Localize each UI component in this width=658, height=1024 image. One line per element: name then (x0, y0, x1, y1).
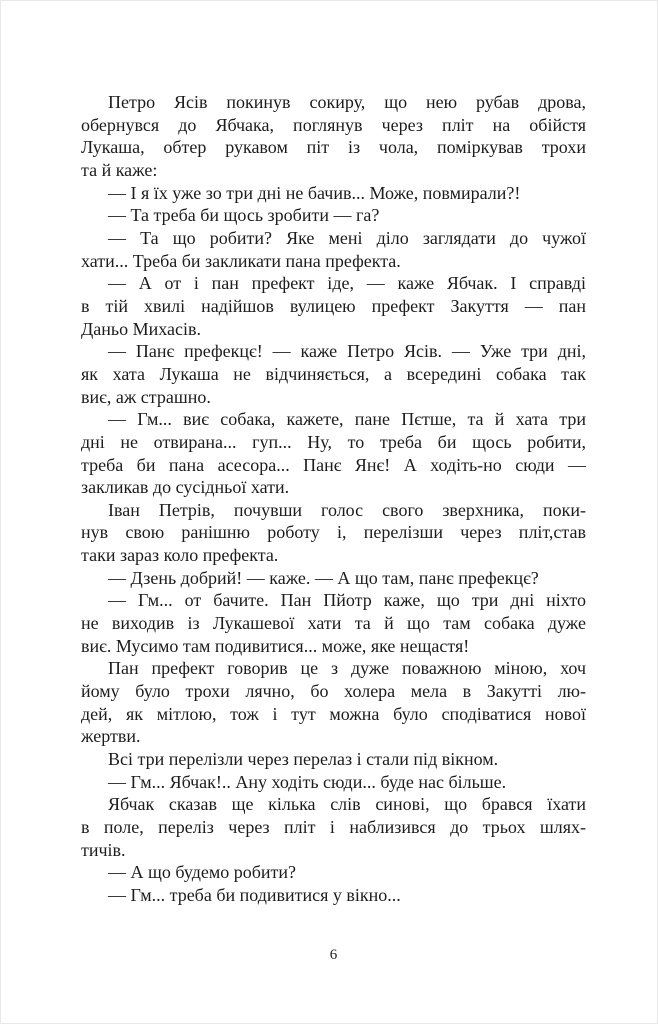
paragraph (81, 408, 586, 499)
paragraph (81, 567, 586, 590)
text-line: Даньо Михасів. (81, 318, 201, 339)
page-number: 6 (329, 947, 338, 963)
text-line: йому було трохи лячно, бо холера мела в Закутті лю- (81, 681, 586, 702)
text-line: — Дзень добрий! — каже. — А що там, панє префекцє? (108, 567, 539, 588)
text-line: Ябчак сказав ще кілька слів синові, що брався їхати (108, 794, 586, 815)
text-line: таки зараз коло префекта. (81, 545, 279, 566)
paragraph (81, 884, 586, 907)
text-line: Петро Ясів покинув сокиру, що нею рубав дрова, (108, 92, 586, 112)
text-line: Іван Петрів, почувши голос свого зверхника, поки- (108, 499, 586, 520)
paragraph (81, 91, 586, 182)
text-line: та й каже: (81, 159, 158, 180)
text-line: виє. Мусимо там подивитися... може, яке нещастя! (81, 635, 470, 656)
text-line: — Та що робити? Яке мені діло заглядати до чужої (108, 227, 586, 248)
paragraph (81, 793, 586, 861)
text-line: хати... Треба би закликати пана префекта. (81, 250, 401, 271)
book-page (1, 1, 657, 1023)
paragraph (81, 182, 586, 205)
paragraph (81, 204, 586, 227)
text-line: в тій хвилі надійшов вулицею префект Закуття — пан (81, 295, 586, 316)
paragraph (81, 657, 586, 748)
text-line: — Панє префекцє! — каже Петро Ясів. — Уже три дні, (108, 341, 586, 362)
paragraph (81, 771, 586, 794)
paragraph (81, 272, 586, 340)
paragraph (81, 861, 586, 884)
text-line: Лукаша, обтер рукавом піт із чола, поміркував трохи (81, 137, 586, 158)
text-line: треба би пана асесора... Панє Янє! А ходіть-но сюди — (81, 454, 586, 475)
text-line: обернувся до Ябчака, поглянув через пліт на обійстя (81, 114, 586, 135)
text-line: дей, як мітлою, тож і тут можна було сподіватися нової (81, 703, 586, 724)
text-line: Всі три перелізли через перелаз і стали під вікном. (108, 749, 499, 770)
paragraph (81, 748, 586, 771)
paragraph (81, 589, 586, 657)
text-line: виє, аж страшно. (81, 386, 211, 407)
text-line: — Та треба би щось зробити — га? (108, 205, 380, 226)
text-line: жертви. (81, 726, 141, 747)
text-line: тичів. (81, 839, 126, 860)
text-line: нув свою ранішню роботу і, перелізши через пліт,став (81, 522, 586, 543)
text-line: — І я їх уже зо три дні не бачив... Може, повмирали?! (108, 182, 521, 203)
text-line: Пан префект говорив це з дуже поважною міною, хоч (108, 658, 586, 679)
paragraph (81, 340, 586, 408)
text-line: — А от і пан префект іде, — каже Ябчак. І справді (108, 273, 586, 294)
paragraph (81, 227, 586, 272)
text-line: не виходив із Лукашевої хати та й що там собака дуже (81, 613, 586, 634)
paragraph (81, 499, 586, 567)
text-line: як хата Лукаша не відчиняється, а всередині собака так (81, 363, 586, 384)
text-line: — Гм... виє собака, кажете, пане Пєтше, та й хата три (108, 409, 586, 430)
text-line: — Гм... треба би подивитися у вікно... (108, 884, 401, 905)
text-line: — Гм... от бачите. Пан Пйотр каже, що три дні ніхто (108, 590, 586, 611)
text-line: закликав до сусідньої хати. (81, 477, 290, 498)
text-line: в поле, переліз через пліт і наблизився до трьох шлях- (81, 817, 586, 837)
text-line: дні не отвирана... гуп... Ну, то треба би щось робити, (81, 431, 586, 452)
page-text (81, 91, 586, 907)
text-line: — Гм... Ябчак!.. Ану ходіть сюди... буде нас більше. (108, 771, 507, 792)
text-line: — А що будемо робити? (108, 862, 297, 883)
